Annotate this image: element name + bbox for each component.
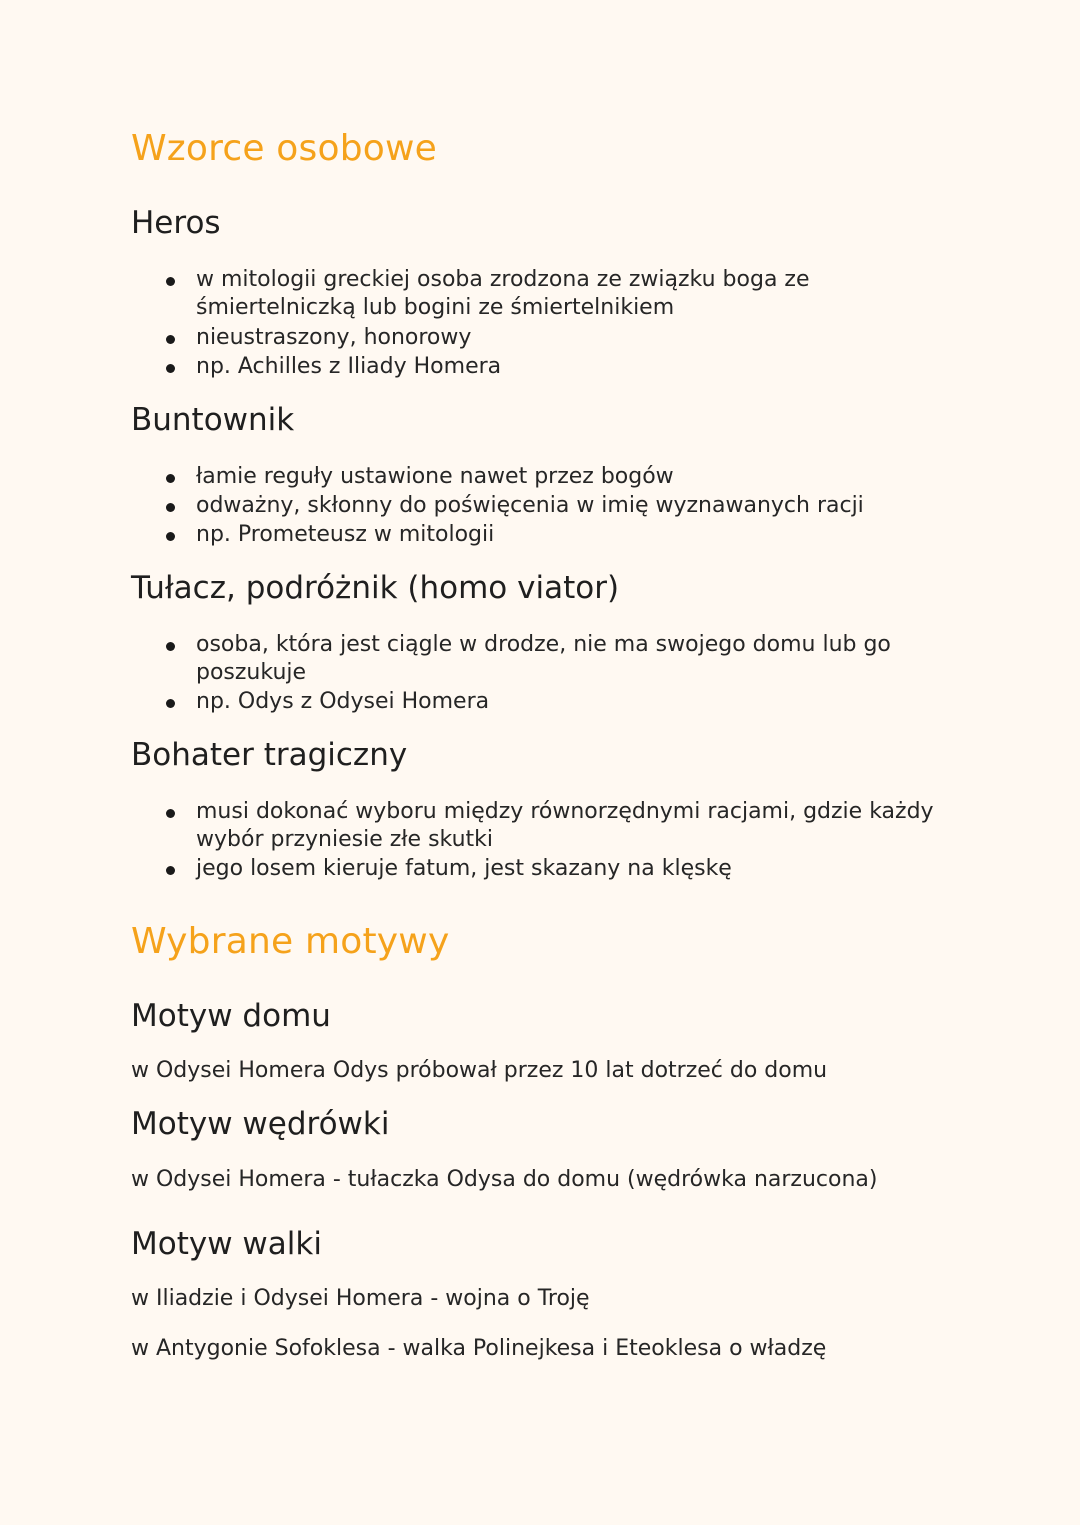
list-item-text: np. Prometeusz w mitologii: [196, 522, 495, 547]
paragraph: w Odysei Homera Odys próbował przez 10 lat dotrzeć do domu: [131, 1058, 828, 1083]
list-item-text-continued: śmiertelniczką lub bogini ze śmiertelnikiem: [196, 295, 675, 320]
list-item-text-continued: wybór przyniesie złe skutki: [196, 827, 494, 852]
bullet-icon: [166, 699, 175, 708]
bullet-icon: [166, 503, 175, 512]
list-item-text: w mitologii greckiej osoba zrodzona ze związku boga ze: [196, 267, 810, 292]
paragraph: w Odysei Homera - tułaczka Odysa do domu (wędrówka narzucona): [131, 1167, 878, 1192]
list-item-text: musi dokonać wyboru między równorzędnymi racjami, gdzie każdy: [196, 799, 934, 824]
heading-wanderer: Tułacz, podróżnik (homo viator): [131, 570, 620, 606]
list-item-text: np. Achilles z Iliady Homera: [196, 354, 502, 379]
list-item-text: odważny, skłonny do poświęcenia w imię wyznawanych racji: [196, 493, 864, 518]
heading-rebel: Buntownik: [131, 402, 295, 438]
list-item-text: nieustraszony, honorowy: [196, 325, 472, 350]
bullet-icon: [166, 532, 175, 541]
heading-tragic-hero: Bohater tragiczny: [131, 737, 408, 773]
bullet-icon: [166, 642, 175, 651]
bullet-icon: [166, 277, 175, 286]
list-item-text: jego losem kieruje fatum, jest skazany na klęskę: [196, 856, 732, 881]
list-item-text-continued: poszukuje: [196, 660, 307, 685]
bullet-icon: [166, 364, 175, 373]
list-item-text: np. Odys z Odysei Homera: [196, 689, 490, 714]
paragraph: w Antygonie Sofoklesa - walka Polinejkesa i Eteoklesa o władzę: [131, 1336, 827, 1361]
list-item-text: osoba, która jest ciągle w drodze, nie ma swojego domu lub go: [196, 632, 891, 657]
paragraph: w Iliadzie i Odysei Homera - wojna o Troję: [131, 1286, 590, 1311]
bullet-icon: [166, 809, 175, 818]
heading-home-motif: Motyw domu: [131, 998, 331, 1034]
list-item-text: łamie reguły ustawione nawet przez bogów: [196, 464, 674, 489]
heading-battle-motif: Motyw walki: [131, 1226, 322, 1262]
bullet-icon: [166, 474, 175, 483]
section-title-personal-models: Wzorce osobowe: [131, 128, 437, 169]
bullet-icon: [166, 335, 175, 344]
heading-heros: Heros: [131, 205, 221, 241]
bullet-icon: [166, 866, 175, 875]
heading-journey-motif: Motyw wędrówki: [131, 1106, 390, 1142]
section-title-selected-motifs: Wybrane motywy: [131, 921, 450, 962]
